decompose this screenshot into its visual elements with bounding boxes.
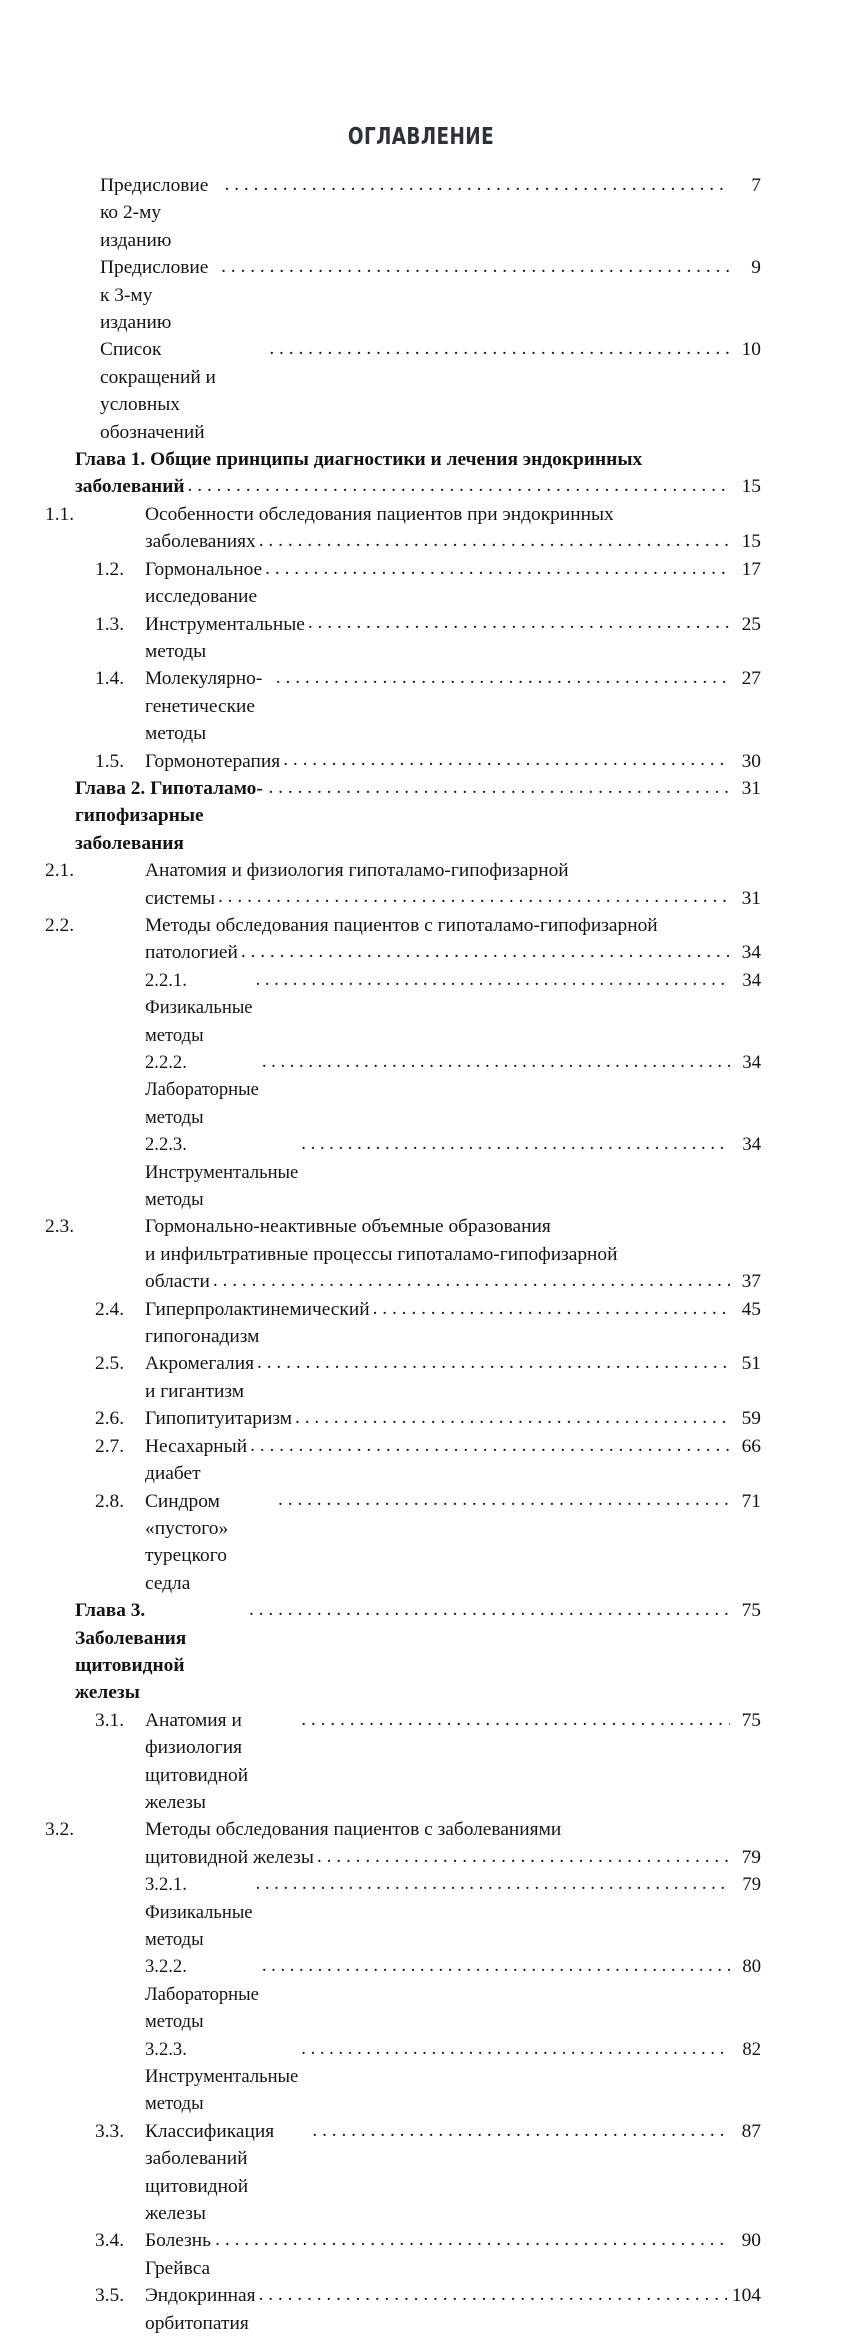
toc-entry[interactable] <box>75 1131 761 1213</box>
entry-label: Инструментальные методы <box>145 613 305 662</box>
dot-leader <box>262 1053 730 1072</box>
page-number: 80 <box>742 1956 761 1978</box>
page-number: 45 <box>741 1298 761 1320</box>
toc-entry[interactable] <box>75 254 761 336</box>
dot-leader <box>259 2285 727 2304</box>
dot-leader <box>278 1490 730 1509</box>
toc-entry[interactable] <box>45 912 761 967</box>
dot-leader <box>213 1271 730 1290</box>
dot-leader <box>241 942 730 961</box>
entry-number: 2.4. <box>95 1298 125 1320</box>
entry-label: Предисловие к 3-му изданию <box>100 257 209 334</box>
dot-leader <box>215 2230 730 2249</box>
page-number: 15 <box>741 476 761 498</box>
entry-number: 3.3. <box>95 2120 125 2142</box>
toc-entry[interactable] <box>45 857 761 912</box>
entry-label: Глава 2. Гипоталамо-гипофизарные заболевания <box>75 777 263 854</box>
entry-last-line <box>75 473 761 500</box>
dot-leader <box>188 476 730 495</box>
toc-entry[interactable] <box>75 1597 761 1707</box>
page-number: 79 <box>742 1874 761 1896</box>
entry-line: Глава 1. Общие принципы диагностики и лечения эндокринных <box>75 449 643 471</box>
toc-entry[interactable] <box>45 1816 761 1871</box>
dot-leader <box>249 1600 730 1619</box>
dot-leader <box>259 531 730 550</box>
toc-entry[interactable] <box>75 1049 761 1131</box>
page-number: 10 <box>741 339 761 361</box>
page-number: 51 <box>741 1353 761 1375</box>
entry-label: Гормональное исследование <box>145 558 263 608</box>
entry-number: 2.8. <box>95 1490 125 1512</box>
entry-label: Гипопитуитаризм <box>145 1408 293 1430</box>
entry-number: 3.1. <box>95 1709 125 1731</box>
page-number: 34 <box>742 969 761 991</box>
toc-entry[interactable] <box>75 1296 761 1351</box>
toc-entry[interactable] <box>75 1953 761 2035</box>
dot-leader <box>301 1710 730 1729</box>
page-number: 34 <box>742 1134 761 1156</box>
entry-label: 2.2.3. Инструментальные методы <box>145 1134 299 1211</box>
table-of-contents <box>45 172 761 2337</box>
page-number: 34 <box>741 942 761 964</box>
entry-label: патологией <box>145 942 238 964</box>
entry-label: Гормонотерапия <box>145 750 281 772</box>
toc-entry[interactable] <box>75 665 761 747</box>
entry-number: 1.1. <box>45 503 75 525</box>
page-number: 25 <box>741 613 761 635</box>
entry-label: Синдром «пустого» турецкого седла <box>145 1490 229 1594</box>
page-number: 37 <box>741 1271 761 1293</box>
toc-entry[interactable] <box>75 1433 761 1488</box>
entry-label: заболеваниях <box>145 531 256 553</box>
page-number: 82 <box>742 2038 761 2060</box>
toc-entry[interactable] <box>45 501 761 556</box>
toc-entry[interactable] <box>75 2036 761 2118</box>
entry-label: Список сокращений и условных обозначений <box>100 339 216 443</box>
toc-entry[interactable] <box>75 1350 761 1405</box>
entry-label: Анатомия и физиология щитовидной железы <box>145 1709 249 1813</box>
entry-number: 2.7. <box>95 1435 125 1457</box>
entry-number: 1.5. <box>95 750 125 772</box>
toc-entry[interactable] <box>45 1213 761 1295</box>
toc-entry[interactable] <box>75 336 761 446</box>
toc-entry[interactable] <box>75 1488 761 1598</box>
dot-leader <box>308 613 730 632</box>
entry-number: 3.5. <box>95 2285 125 2307</box>
page-number: 66 <box>741 1435 761 1457</box>
entry-number: 1.4. <box>95 668 125 690</box>
dot-leader <box>221 257 730 276</box>
dot-leader <box>276 668 730 687</box>
entry-number: 2.1. <box>45 860 75 882</box>
entry-label: Молекулярно-генетические методы <box>145 668 263 745</box>
entry-last-line <box>95 939 761 966</box>
entry-label: Болезнь Грейвса <box>145 2230 211 2279</box>
entry-number: 2.6. <box>95 1408 125 1430</box>
entry-label: 3.2.3. Инструментальные методы <box>145 2038 299 2115</box>
page-number: 9 <box>751 257 761 279</box>
dot-leader <box>301 2040 730 2059</box>
entry-label: Анатомия и физиология гипоталамо-гипофизарной <box>145 860 569 882</box>
dot-leader <box>257 1353 730 1372</box>
entry-number: 1.2. <box>95 558 125 580</box>
entry-last-line <box>95 1268 761 1295</box>
toc-entry[interactable] <box>75 775 761 857</box>
entry-number: 2.3. <box>45 1216 75 1238</box>
page-number: 59 <box>741 1408 761 1430</box>
entry-last-line <box>95 885 761 912</box>
page-number: 90 <box>741 2230 761 2252</box>
dot-leader <box>262 1957 730 1976</box>
entry-label: Предисловие ко 2-му изданию <box>100 175 209 251</box>
dot-leader <box>312 2121 730 2140</box>
entry-label: Методы обследования пациентов с гипоталамо-гипофизарной <box>145 914 658 936</box>
page-title: ОГЛАВЛЕНИЕ <box>347 124 495 150</box>
entry-number: 1.3. <box>95 613 125 635</box>
dot-leader <box>256 1875 730 1894</box>
dot-leader <box>317 1847 730 1866</box>
entry-number: 3.4. <box>95 2230 125 2252</box>
entry-line <box>45 857 761 884</box>
entry-label: Глава 3. Заболевания щитовидной железы <box>75 1600 187 1704</box>
page-number: 7 <box>751 175 761 196</box>
entry-label: 3.2.1. Физикальные методы <box>145 1874 253 1950</box>
entry-label: Особенности обследования пациентов при эндокринных <box>145 503 614 525</box>
dot-leader <box>250 1436 730 1455</box>
dot-leader <box>373 1299 730 1318</box>
toc-entry[interactable] <box>75 2118 761 2228</box>
dot-leader <box>269 339 730 358</box>
page-number: 75 <box>741 1709 761 1731</box>
entry-label: области <box>145 1271 210 1293</box>
entry-line <box>45 1213 761 1240</box>
toc-entry[interactable] <box>75 1405 761 1432</box>
toc-entry[interactable] <box>75 1871 761 1953</box>
page-number: 75 <box>741 1600 761 1622</box>
entry-label: Эндокринная орбитопатия <box>145 2285 256 2334</box>
entry-number: 3.2. <box>45 1819 75 1841</box>
toc-entry[interactable] <box>75 172 761 254</box>
entry-number: 2.5. <box>95 1353 125 1375</box>
dot-leader <box>218 887 730 906</box>
toc-entry[interactable] <box>75 446 761 501</box>
page-number: 17 <box>741 558 761 580</box>
entry-number: 2.2. <box>45 914 75 936</box>
entry-label: Гиперпролактинемический гипогонадизм <box>145 1298 370 1348</box>
page-number: 31 <box>741 777 761 799</box>
entry-label: 3.2.2. Лабораторные методы <box>145 1956 259 2033</box>
page-number: 71 <box>741 1490 761 1512</box>
toc-entry[interactable] <box>75 1707 761 1817</box>
entry-label: Гормонально-неактивные объемные образования <box>145 1216 551 1238</box>
toc-entry[interactable] <box>75 556 761 611</box>
dot-leader <box>301 1135 730 1154</box>
entry-label: 2.2.2. Лабораторные методы <box>145 1052 259 1128</box>
entry-last-line <box>95 528 761 555</box>
entry-last-line <box>95 1844 761 1871</box>
page-number: 15 <box>741 531 761 553</box>
entry-line <box>45 1816 761 1843</box>
entry-line: и инфильтративные процессы гипоталамо-гипофизарной <box>145 1243 618 1265</box>
entry-label: щитовидной железы <box>145 1846 314 1868</box>
entry-label: Несахарный диабет <box>145 1435 248 1485</box>
entry-label: 2.2.1. Физикальные методы <box>145 969 253 1046</box>
page-number: 87 <box>741 2120 761 2142</box>
dot-leader <box>256 971 730 990</box>
page-number: 104 <box>731 2285 761 2307</box>
page-number: 31 <box>741 887 761 909</box>
toc-entry[interactable] <box>75 2282 761 2337</box>
toc-entry[interactable] <box>75 967 761 1049</box>
dot-leader <box>268 778 730 797</box>
page-number: 34 <box>742 1052 761 1073</box>
entry-line <box>45 912 761 939</box>
entry-label: заболеваний <box>75 476 185 498</box>
page-number: 30 <box>741 750 761 772</box>
page-number: 79 <box>741 1846 761 1868</box>
dot-leader <box>283 750 730 769</box>
dot-leader <box>265 559 730 578</box>
dot-leader <box>295 1408 730 1427</box>
entry-label: Классификация заболеваний щитовидной железы <box>145 2120 275 2225</box>
entry-label: Методы обследования пациентов с заболеваниями <box>145 1819 562 1841</box>
entry-label: системы <box>145 887 215 909</box>
toc-entry[interactable] <box>75 2227 761 2282</box>
entry-line <box>45 501 761 528</box>
entry-label: Акромегалия и гигантизм <box>145 1353 255 1402</box>
toc-entry[interactable] <box>75 611 761 666</box>
toc-entry[interactable] <box>75 748 761 775</box>
page-number: 27 <box>741 668 761 690</box>
dot-leader <box>225 175 730 194</box>
